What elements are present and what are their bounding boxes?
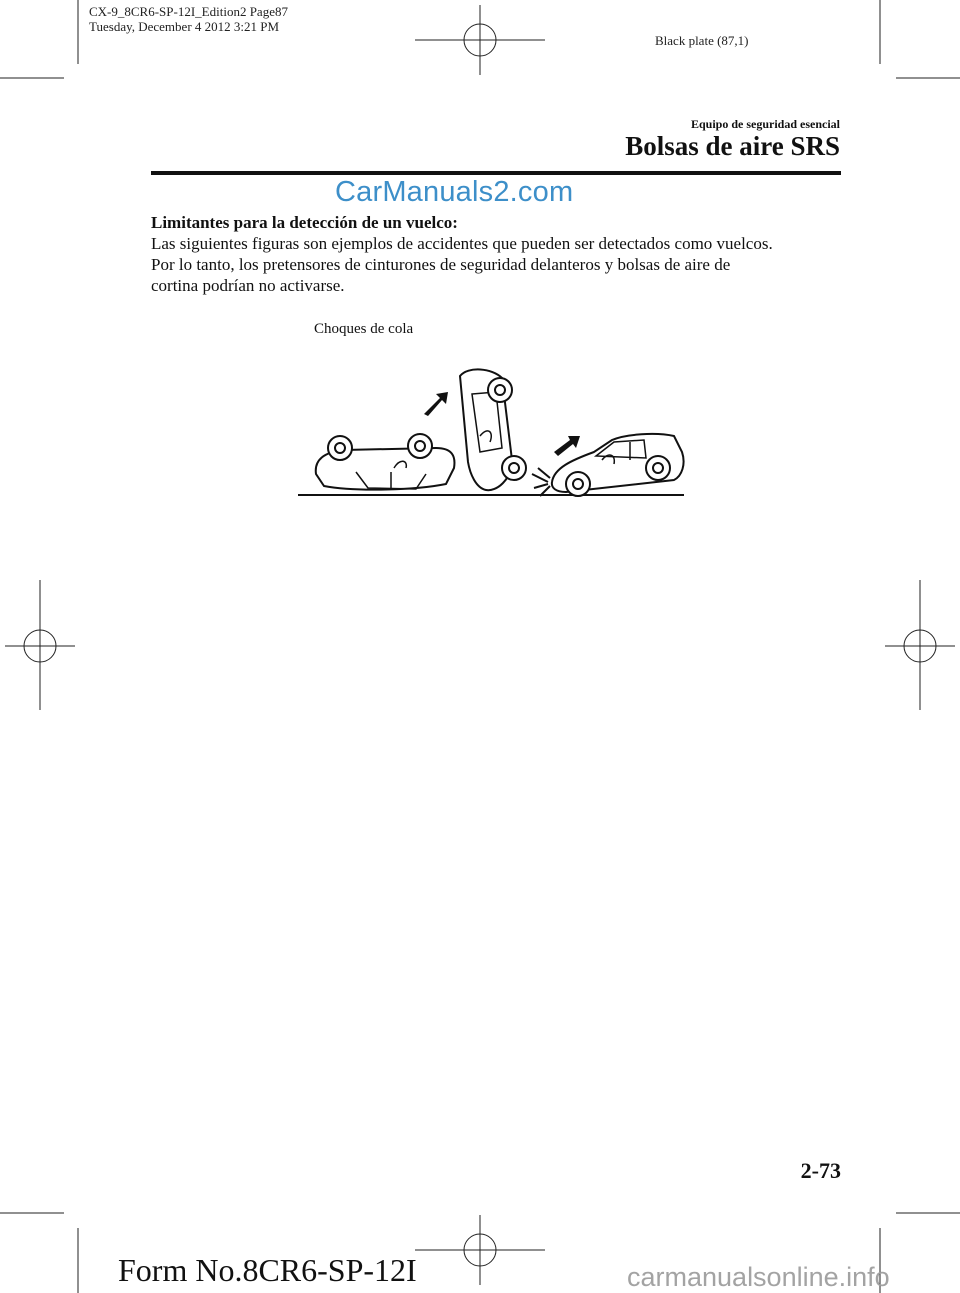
rollover-illustration: [296, 356, 686, 501]
print-info-line-2: Tuesday, December 4 2012 3:21 PM: [89, 19, 280, 34]
overturned-car: [316, 434, 455, 490]
chapter-title: Bolsas de aire SRS: [625, 131, 840, 161]
print-info-line-1: CX-9_8CR6-SP-12I_Edition2 Page87: [89, 4, 288, 19]
motion-arrow-1: [424, 392, 448, 416]
motion-arrow-2: [554, 436, 580, 456]
content-heading: Limitantes para la detección de un vuelco:: [151, 213, 458, 232]
figure-label: Choques de cola: [314, 321, 414, 337]
print-info: [89, 4, 288, 34]
watermark-bottom: carmanualsonline.info: [627, 1262, 890, 1292]
header-rule: [151, 171, 841, 175]
form-number: Form No.8CR6-SP-12I: [118, 1252, 417, 1288]
plate-label: Black plate (87,1): [655, 33, 749, 48]
content-line-3: cortina podrían no activarse.: [151, 276, 345, 295]
page-number: 2-73: [800, 1158, 841, 1183]
vertical-car: [460, 369, 526, 490]
content-line-2: Por lo tanto, los pretensores de cinturones de seguridad delanteros y bolsas de aire de: [151, 255, 731, 274]
body-text: [151, 212, 851, 296]
section-title: Equipo de seguridad esencial: [690, 117, 840, 131]
watermark-top: CarManuals2.com: [335, 176, 574, 208]
impact-burst: [532, 468, 550, 496]
content-line-1: Las siguientes figuras son ejemplos de accidentes que pueden ser detectados como vuelcos.: [151, 234, 773, 253]
